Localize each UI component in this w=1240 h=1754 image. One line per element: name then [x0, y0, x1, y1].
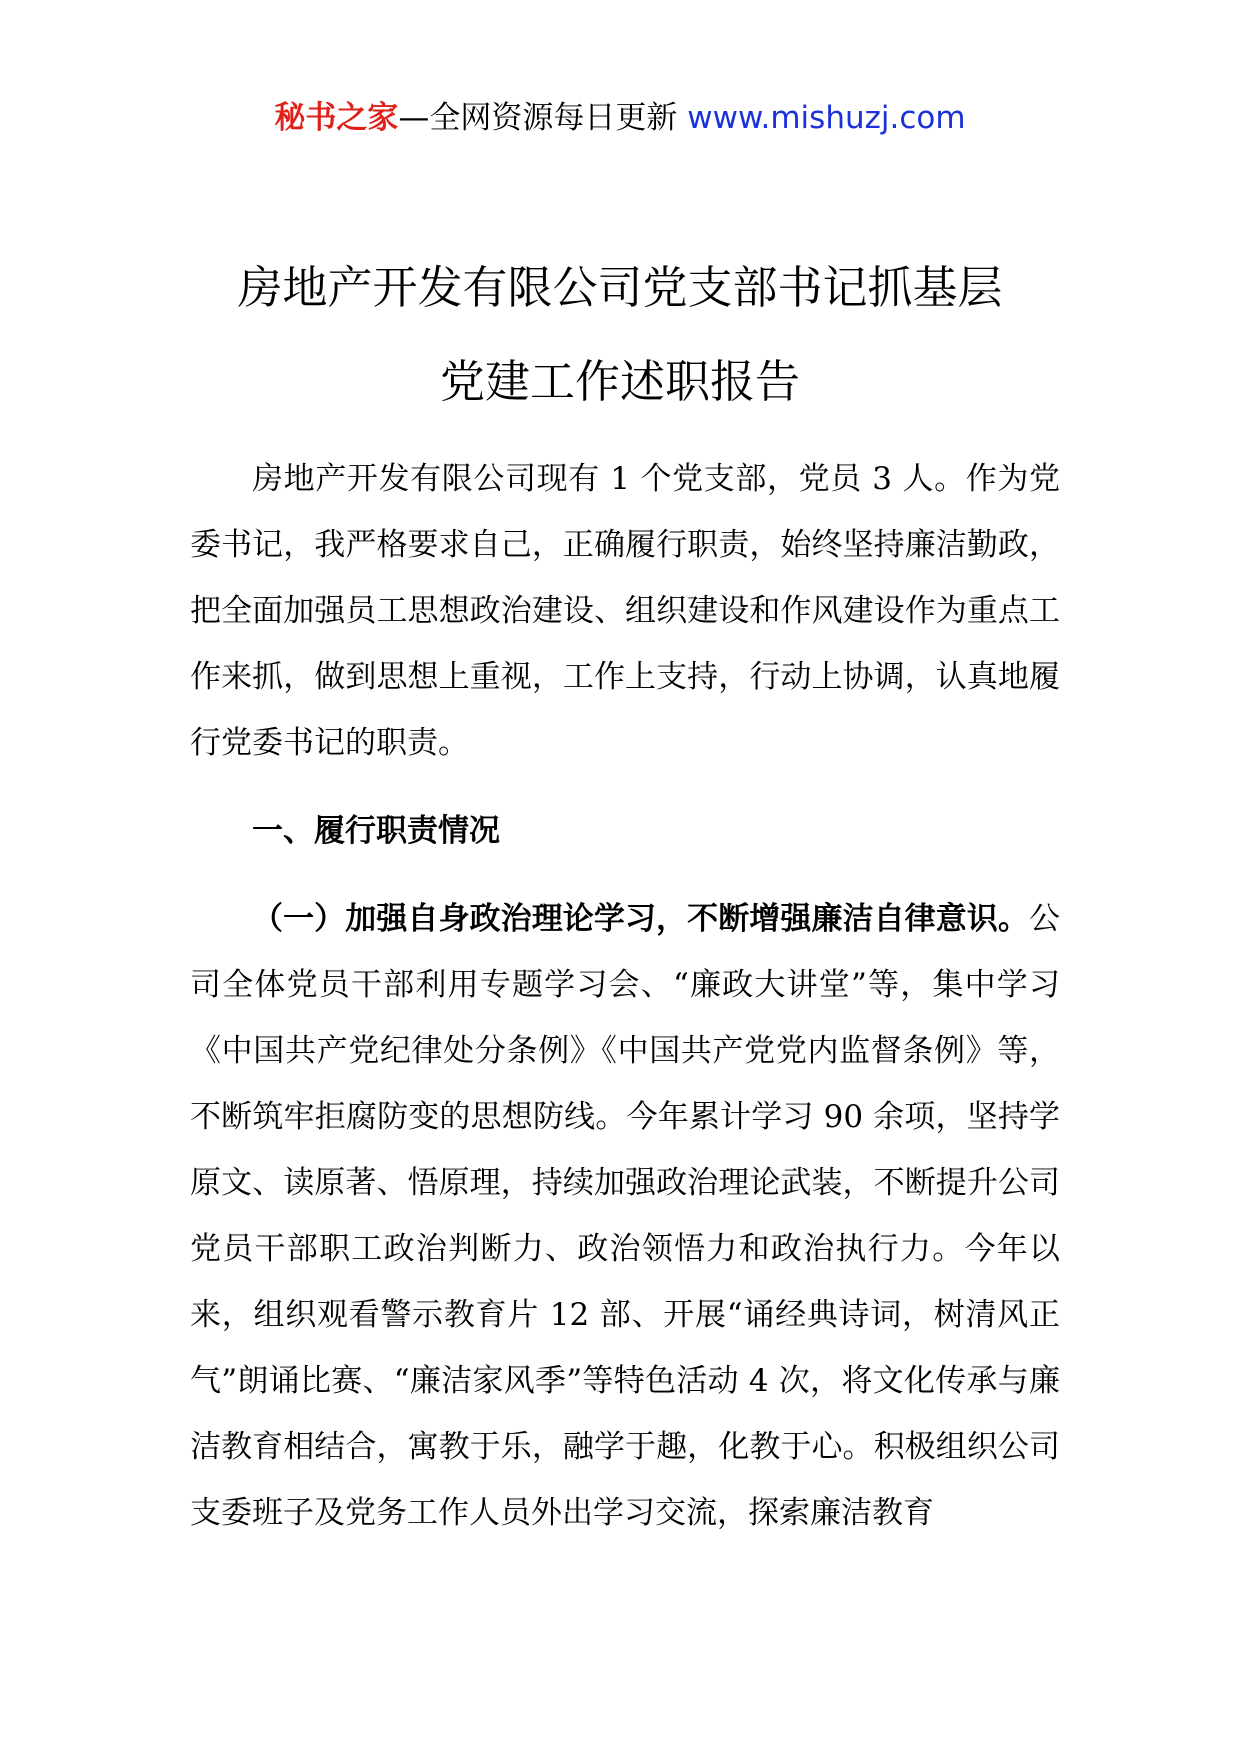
document-title-line-2: 党建工作述职报告: [439, 355, 800, 408]
subsection-body: 公司全体党员干部利用专题学习会、“廉政大讲堂”等，集中学习《中国共产党纪律处分条例》《中国共产党党内监督条例》等，不断筑牢拒腐防变的思想防线。今年累计学习 90 余项，坚持学原文、读原著、悟原理，持续加强政治理论武装，不断提升公司党员干部职工政治判断力、政治领悟力和政治执行力。今年以来，组织观看警示教育片 12 部、开展“诵经典诗词，树清风正气”朗诵比赛、“廉洁家风季”等特色活动 4 次，将文化传承与廉洁教育相结合，寓教于乐，融学于趣，化教于心。积极组织公司支委班子及党务工作人员外出学习交流，探索廉洁教育: [190, 901, 1060, 1531]
site-header: [0, 96, 1240, 140]
intro-paragraph: 房地产开发有限公司现有 1 个党支部，党员 3 人。作为党委书记，我严格要求自己，正确履行职责，始终坚持廉洁勤政，把全面加强员工思想政治建设、组织建设和作风建设作为重点工作来抓，做到思想上重视，工作上支持，行动上协调，认真地履行党委书记的职责。: [190, 461, 1060, 761]
document-title-line-1: 房地产开发有限公司党支部书记抓基层: [237, 261, 1003, 314]
site-brand: 秘书之家: [274, 100, 399, 136]
site-tagline: —全网资源每日更新: [398, 100, 678, 136]
site-url-link[interactable]: www.mishuzj.com: [687, 100, 966, 136]
section-heading: 一、履行职责情况: [252, 813, 500, 849]
subsection-heading: （一）加强自身政治理论学习，不断增强廉洁自律意识。: [252, 901, 1029, 937]
subsection-paragraph: [190, 886, 1060, 1546]
document-body: [190, 446, 1060, 1546]
